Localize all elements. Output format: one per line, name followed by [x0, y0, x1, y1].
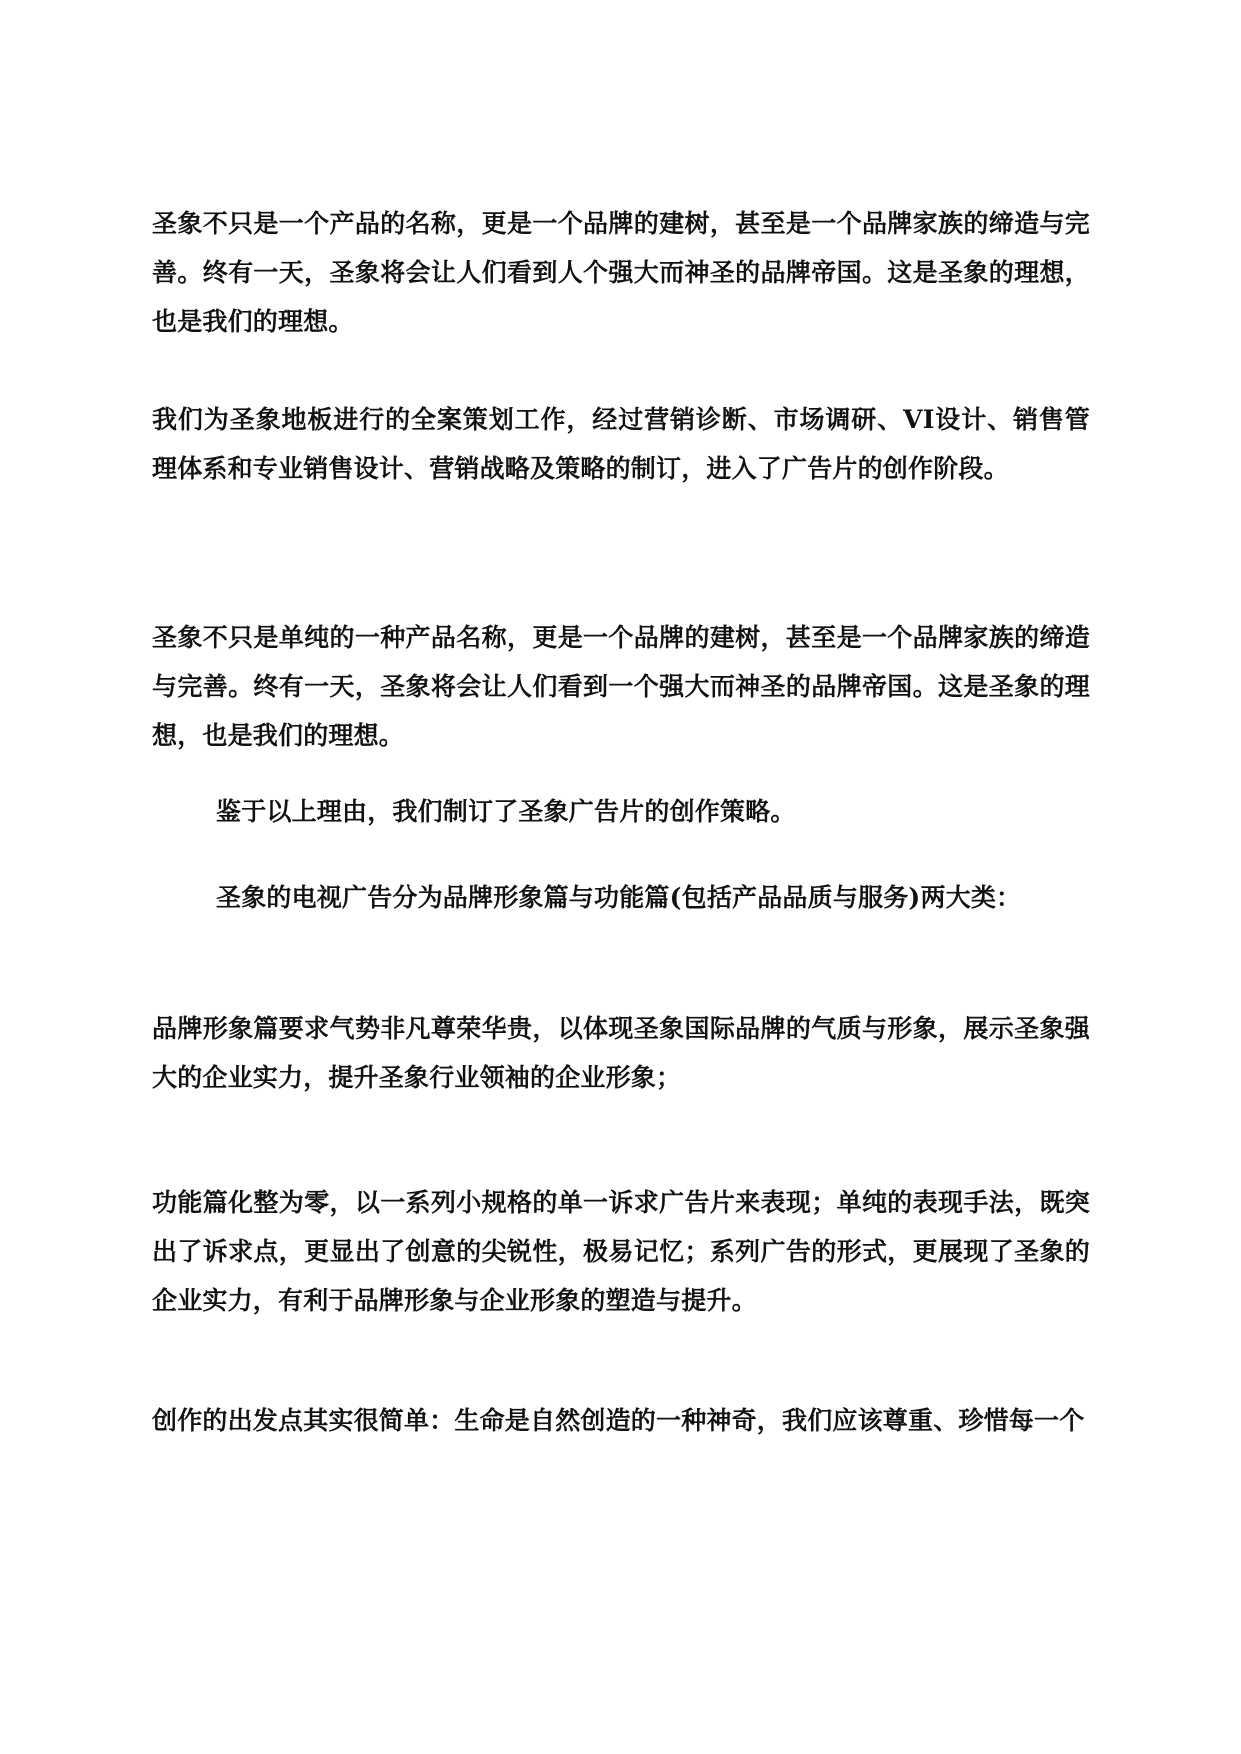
- paragraph-tv-ad-categories: 圣象的电视广告分为品牌形象篇与功能篇(包括产品品质与服务)两大类：: [216, 883, 1022, 912]
- paragraph-brand-image-ad: 品牌形象篇要求气势非凡尊荣华贵，以体现圣象国际品牌的气质与形象，展示圣象强大的企业实力，提升圣象行业领袖的企业形象；: [152, 1014, 1090, 1092]
- paragraph-brand-ideal-repeat: 圣象不只是单纯的一种产品名称，更是一个品牌的建树，甚至是一个品牌家族的缔造与完善。终有一天，圣象将会让人们看到一个强大而神圣的品牌帝国。这是圣象的理想，也是我们的理想。: [152, 623, 1090, 750]
- paragraph-brand-ideal: 圣象不只是一个产品的名称，更是一个品牌的建树，甚至是一个品牌家族的缔造与完善。终有一天，圣象将会让人们看到人个强大而神圣的品牌帝国。这是圣象的理想，也是我们的理想。: [152, 209, 1090, 336]
- paragraph-planning-work: 我们为圣象地板进行的全案策划工作，经过营销诊断、市场调研、VI设计、销售管理体系和专业销售设计、营销战略及策略的制订，进入了广告片的创作阶段。: [152, 405, 1090, 483]
- paragraph-strategy-intro: 鉴于以上理由，我们制订了圣象广告片的创作策略。: [216, 797, 796, 826]
- paragraph-function-ad: 功能篇化整为零，以一系列小规格的单一诉求广告片来表现；单纯的表现手法，既突出了诉求点，更显出了创意的尖锐性，极易记忆；系列广告的形式，更展现了圣象的企业实力，有利于品牌形象与企业形象的塑造与提升。: [152, 1188, 1090, 1315]
- paragraph-creative-starting-point: 创作的出发点其实很简单：生命是自然创造的一种神奇，我们应该尊重、珍惜每一个: [152, 1406, 1085, 1435]
